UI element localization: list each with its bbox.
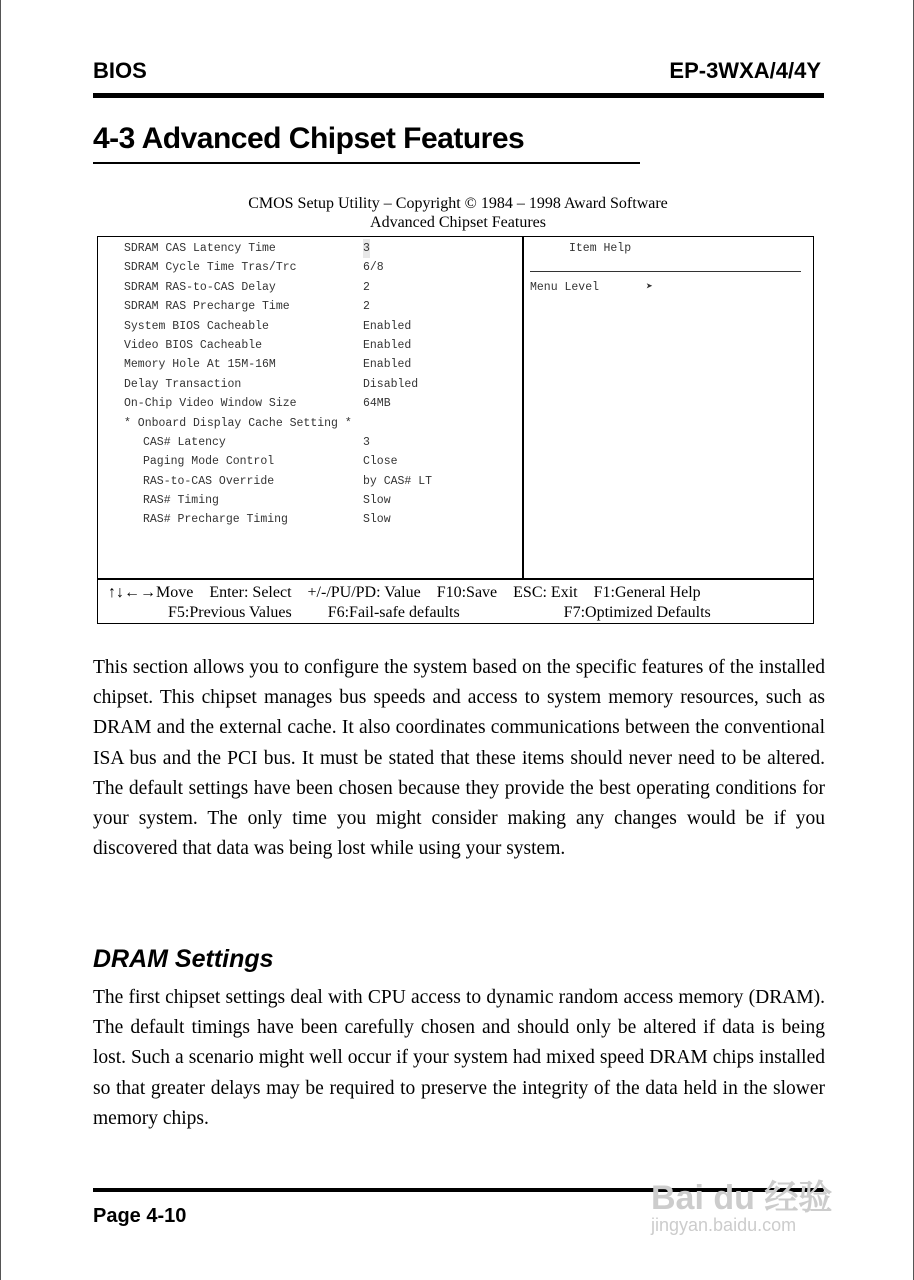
setting-row[interactable] [98, 297, 522, 316]
setting-label: RAS# Precharge Timing [143, 513, 288, 527]
caption-line-2: Advanced Chipset Features [370, 214, 546, 231]
setting-value[interactable]: 3 [363, 239, 370, 258]
setting-value[interactable]: 2 [363, 280, 370, 294]
setting-row[interactable] [98, 491, 522, 510]
setting-label: Video BIOS Cacheable [124, 338, 263, 352]
setting-label: On-Chip Video Window Size [124, 397, 297, 411]
setting-row[interactable] [98, 472, 522, 491]
setting-label: SDRAM RAS-to-CAS Delay [124, 280, 276, 294]
setting-value[interactable]: 64MB [363, 397, 391, 411]
dram-heading: DRAM Settings [93, 945, 274, 973]
setting-label: CAS# Latency [143, 435, 226, 449]
item-help-title: Item Help [569, 242, 632, 255]
setting-row[interactable] [98, 414, 522, 433]
header-left: BIOS [93, 58, 147, 83]
setting-value[interactable]: 6/8 [363, 261, 384, 275]
menu-level-label: Menu Level [530, 281, 600, 294]
setting-row[interactable] [98, 375, 522, 394]
settings-list [98, 239, 522, 530]
setting-label: * Onboard Display Cache Setting * [124, 416, 352, 430]
setting-value[interactable]: by CAS# LT [363, 474, 433, 488]
key-help-line-2: F5:Previous Values F6:Fail-safe defaults F7:Optimized Defaults [168, 604, 711, 621]
menu-level-arrow-icon: ➤ [646, 281, 653, 294]
setting-row[interactable] [98, 258, 522, 277]
intro-paragraph: This section allows you to configure the system based on the specific features of the installed chipset. This chipset manages bus speeds and access to system memory resources, such as DRAM and the external cache. It also coordinates communications between the conventional ISA bus and the PCI bus. It must be stated that these items should never need to be altered. The default settings have been chosen because they provide the best operating conditions for your system. The only time you might consider making any changes would be if you discovered that data was being lost while using your system. [93, 657, 825, 860]
setting-value[interactable]: Enabled [363, 319, 412, 333]
setting-value[interactable]: Slow [363, 494, 391, 508]
key-help-line-1: ↑↓←→Move Enter: Select +/-/PU/PD: Value F10:Save ESC: Exit F1:General Help [108, 584, 701, 601]
header-rule [93, 93, 824, 98]
setting-row[interactable] [98, 433, 522, 452]
help-rule [530, 271, 801, 272]
setting-label: Paging Mode Control [143, 455, 275, 469]
watermark-logo: Bai du 经验 [651, 1179, 833, 1217]
setting-value[interactable]: Close [363, 455, 398, 469]
panel-divider [522, 237, 524, 578]
dram-paragraph: The first chipset settings deal with CPU access to dynamic random access memory (DRAM). The default timings have been carefully chosen and should only be altered if data is being lost. Such a scenario might well occur if your system had mixed speed DRAM chips installed so that greater delays may be required to preserve the integrity of the data held in the slower memory chips. [93, 987, 825, 1129]
watermark-url: jingyan.baidu.com [651, 1215, 797, 1235]
footer-divider [98, 578, 813, 580]
setting-value[interactable]: Slow [363, 513, 391, 527]
setting-value[interactable]: Disabled [363, 377, 419, 391]
setting-label: Delay Transaction [124, 377, 242, 391]
setting-row[interactable] [98, 278, 522, 297]
caption-line-1: CMOS Setup Utility – Copyright © 1984 – 1998 Award Software [248, 195, 668, 212]
setting-label: SDRAM Cycle Time Tras/Trc [124, 261, 297, 275]
setting-label: System BIOS Cacheable [124, 319, 269, 333]
setting-row[interactable] [98, 239, 522, 258]
setting-row[interactable] [98, 394, 522, 413]
setting-value[interactable]: 2 [363, 300, 370, 314]
setting-label: RAS# Timing [143, 494, 219, 508]
setting-row[interactable] [98, 510, 522, 529]
setting-row[interactable] [98, 452, 522, 471]
page-number: Page 4-10 [93, 1205, 187, 1227]
title-underline [93, 162, 640, 164]
setting-label: RAS-to-CAS Override [143, 474, 275, 488]
setting-row[interactable] [98, 355, 522, 374]
bios-screen [97, 236, 814, 624]
setting-label: SDRAM CAS Latency Time [124, 242, 276, 255]
setting-label: Memory Hole At 15M-16M [124, 358, 276, 372]
header-right: EP-3WXA/4/4Y [669, 58, 821, 83]
setting-value[interactable]: 3 [363, 435, 370, 449]
setting-value[interactable]: Enabled [363, 338, 412, 352]
setting-row[interactable] [98, 317, 522, 336]
setting-label: SDRAM RAS Precharge Time [124, 300, 290, 314]
setting-row[interactable] [98, 336, 522, 355]
section-title: 4-3 Advanced Chipset Features [93, 122, 525, 155]
setting-value[interactable]: Enabled [363, 358, 412, 372]
